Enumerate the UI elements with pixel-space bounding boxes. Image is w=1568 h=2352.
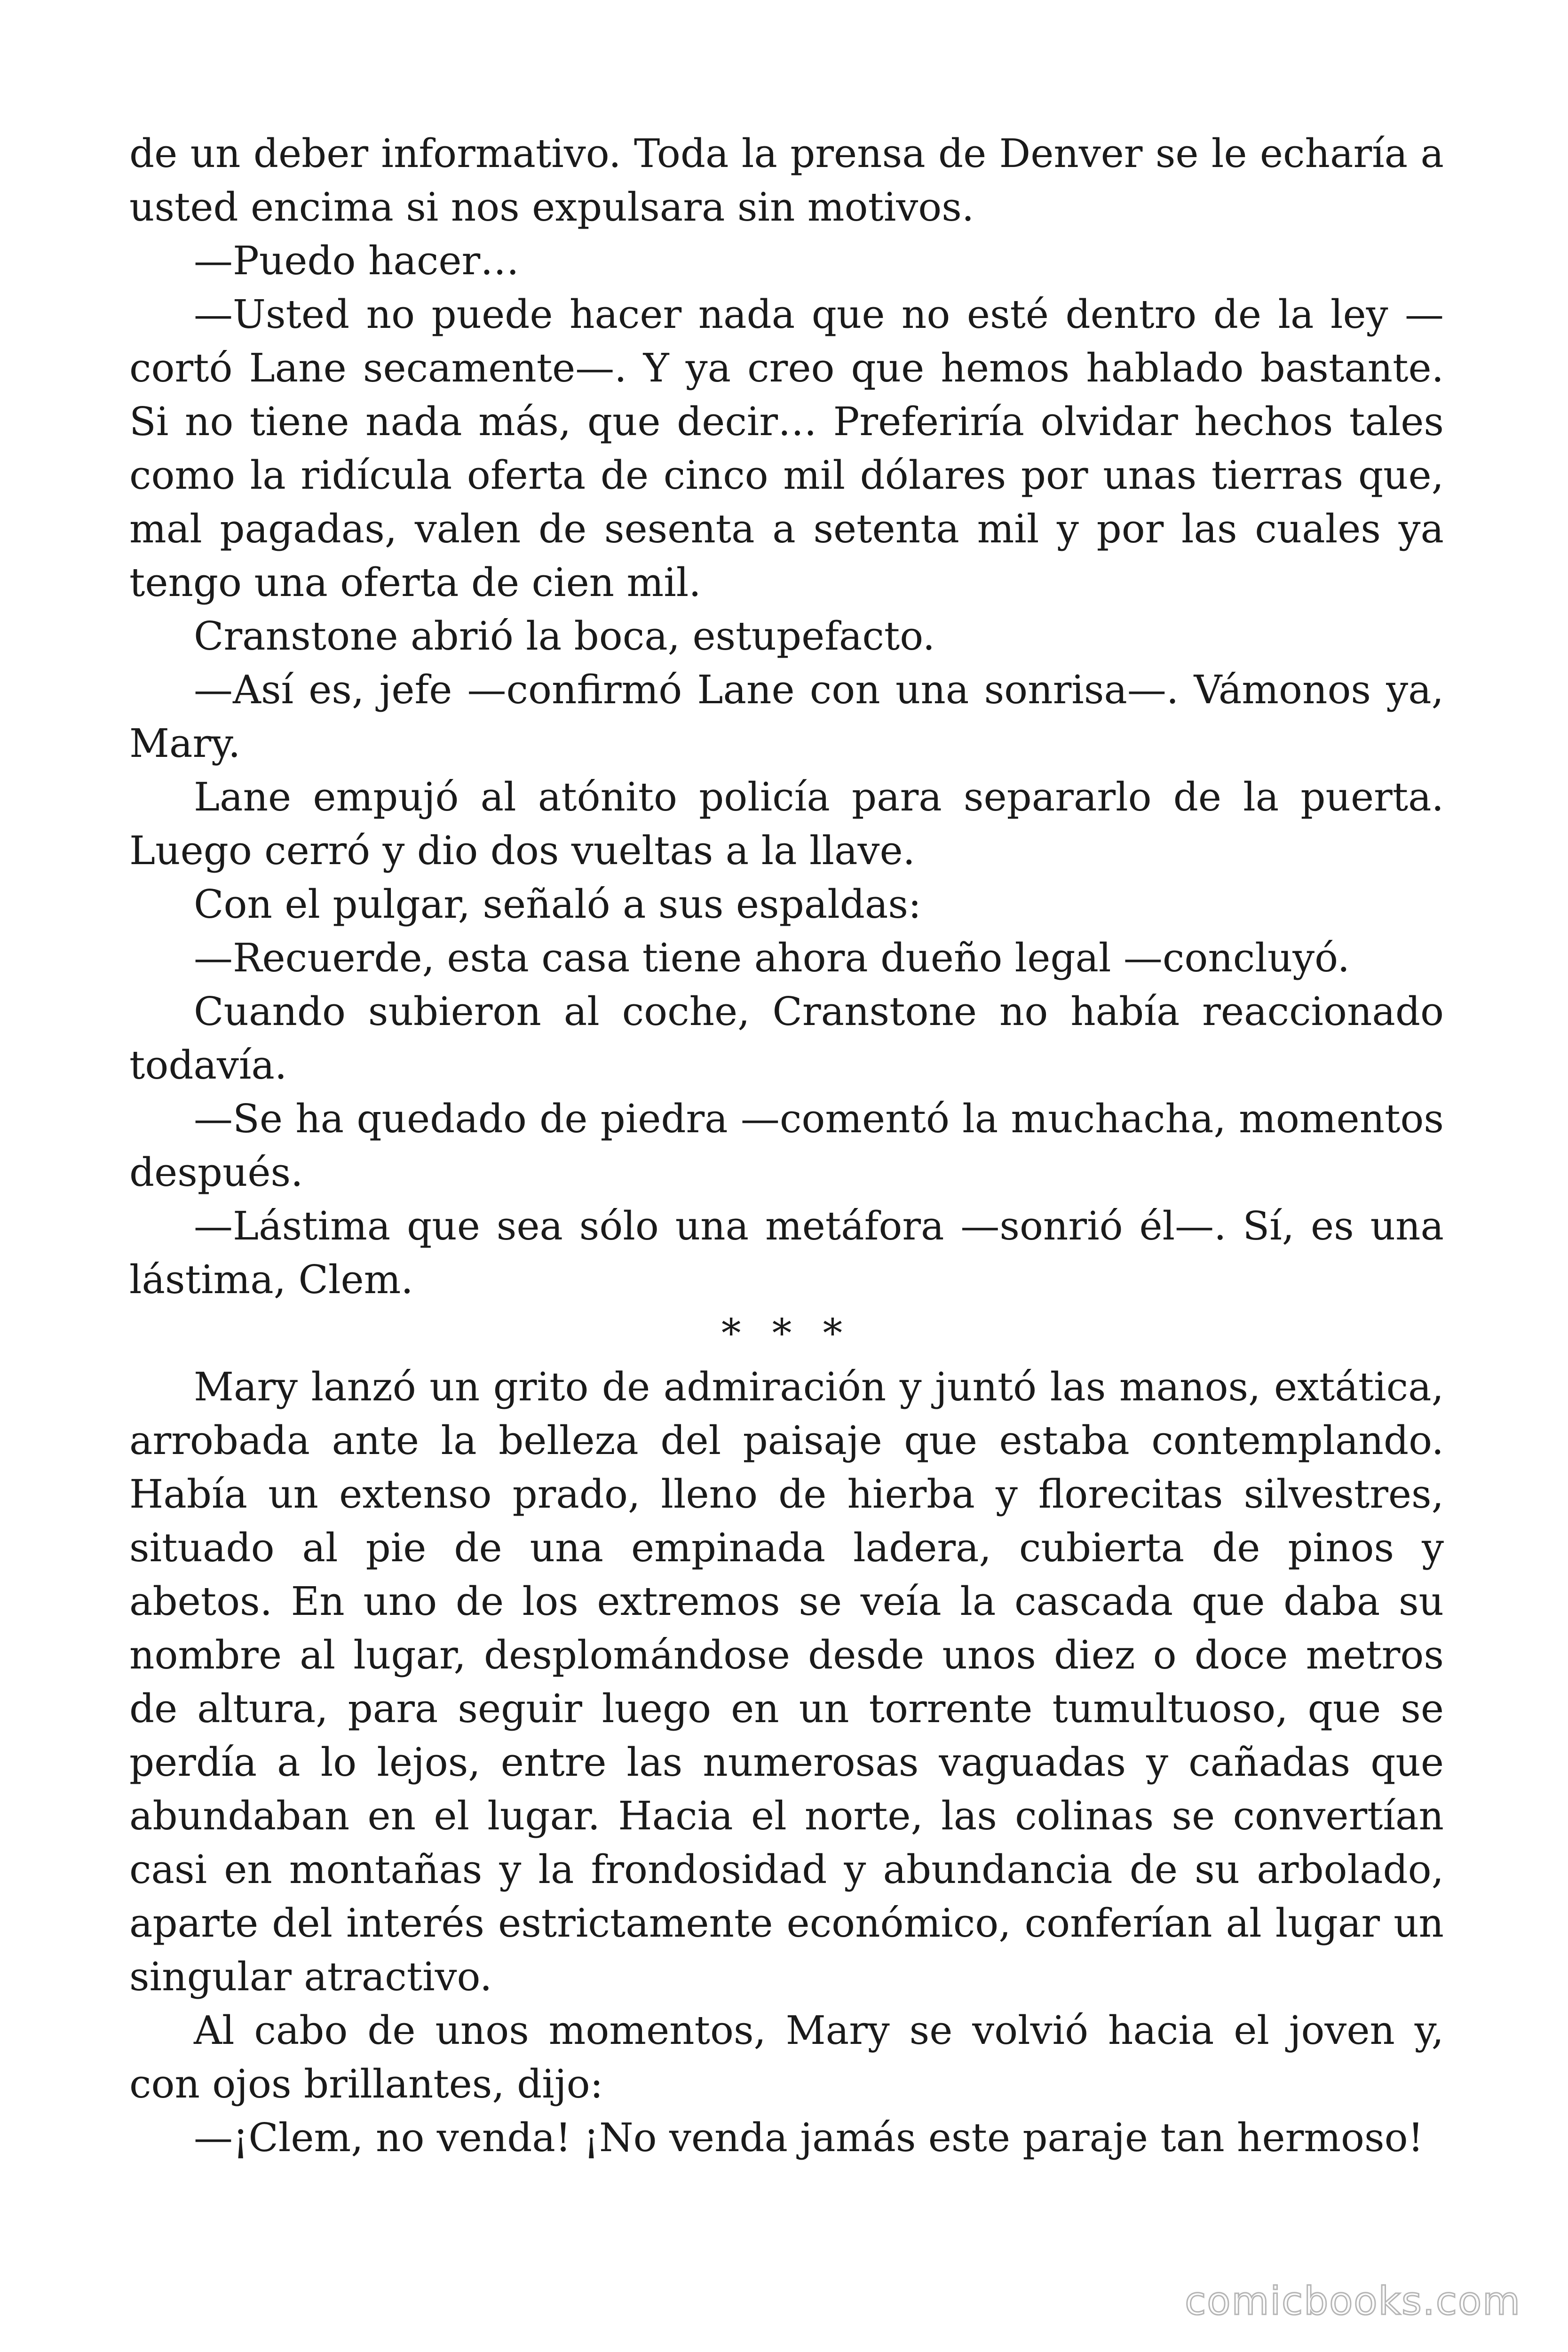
- section-separator: * * *: [721, 1311, 852, 1356]
- watermark: comicbooks.com: [1185, 2279, 1521, 2324]
- paragraph: Con el pulgar, señaló a sus espaldas:: [194, 882, 921, 927]
- paragraph: —Usted no puede hacer nada que no esté dentro de la ley —cortó Lane secamente—. Y ya creo que hemos hablado bastante. Si no tiene nada más, que decir… Preferiría olvidar hechos tales como la ridícula oferta de cinco mil dólares por unas tierras que, mal pagadas, valen de sesenta a setenta mil y por las cuales ya tengo una oferta de cien mil.: [129, 292, 1444, 605]
- paragraph: de un deber informativo. Toda la prensa de Denver se le echaría a usted encima si nos expulsara sin motivos.: [129, 131, 1444, 230]
- text-block-before: [129, 127, 1444, 1307]
- paragraph: —Puedo hacer…: [194, 238, 520, 284]
- paragraph: Mary lanzó un grito de admiración y juntó las manos, extática, arrobada ante la belleza del paisaje que estaba contemplando. Había un extenso prado, lleno de hierba y florecitas silvestres, situado al pie de una empinada ladera, cubierta de pinos y abetos. En uno de los extremos se veía la cascada que daba su nombre al lugar, desplomándose desde unos diez o doce metros de altura, para seguir luego en un torrente tumultuoso, que se perdía a lo lejos, entre las numerosas vaguadas y cañadas que abundaban en el lugar. Hacia el norte, las colinas se convertían casi en montañas y la frondosidad y abundancia de su arbolado, aparte del interés estrictamente económico, conferían al lugar un singular atractivo.: [129, 1364, 1444, 2000]
- paragraph: Cranstone abrió la boca, estupefacto.: [194, 613, 935, 659]
- paragraph: Cuando subieron al coche, Cranstone no había reaccionado todavía.: [129, 989, 1444, 1088]
- page-body: [129, 127, 1444, 2165]
- text-block-after: [129, 1360, 1444, 2165]
- paragraph: —¡Clem, no venda! ¡No venda jamás este paraje tan hermoso!: [194, 2115, 1424, 2161]
- paragraph: —Lástima que sea sólo una metáfora —sonrió él—. Sí, es una lástima, Clem.: [129, 1203, 1444, 1303]
- paragraph: Al cabo de unos momentos, Mary se volvió hacia el joven y, con ojos brillantes, dijo:: [129, 2008, 1444, 2107]
- paragraph: —Así es, jefe —confirmó Lane con una sonrisa—. Vámonos ya, Mary.: [129, 667, 1444, 766]
- paragraph: —Recuerde, esta casa tiene ahora dueño legal —concluyó.: [194, 935, 1350, 981]
- paragraph: —Se ha quedado de piedra —comentó la muchacha, momentos después.: [129, 1096, 1444, 1195]
- paragraph: Lane empujó al atónito policía para separarlo de la puerta. Luego cerró y dio dos vueltas a la llave.: [129, 774, 1444, 874]
